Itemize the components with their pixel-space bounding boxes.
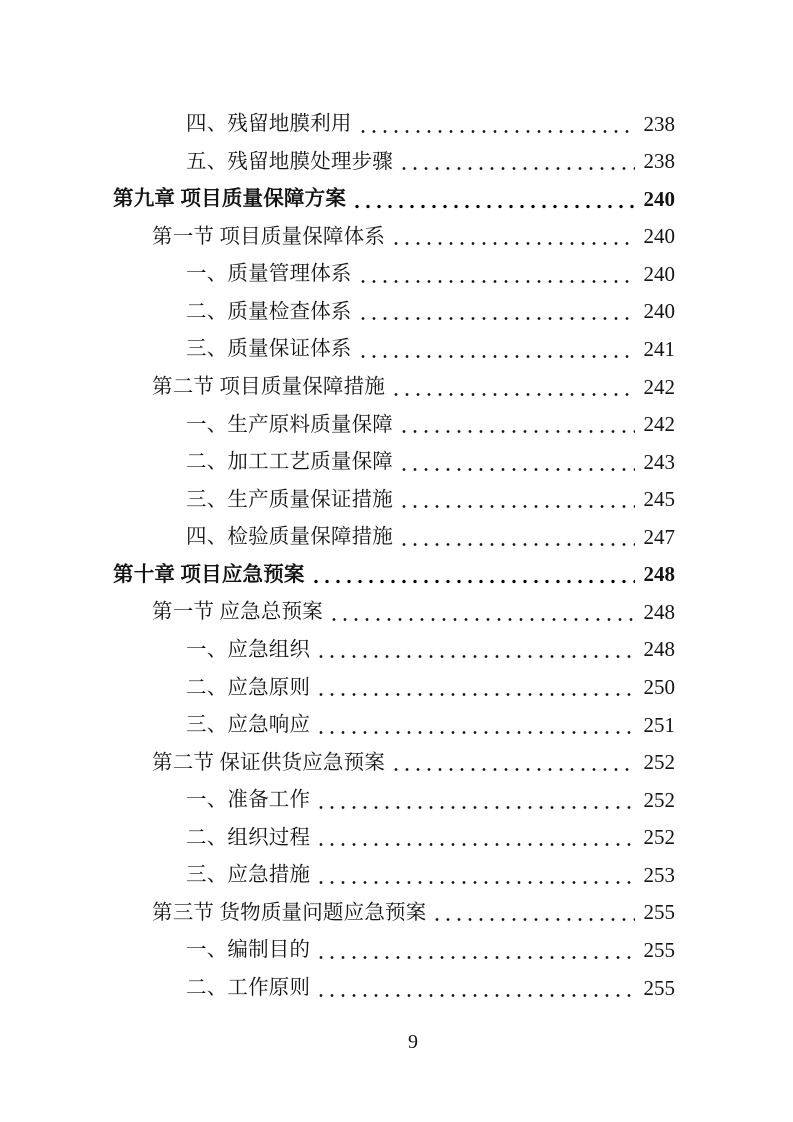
- toc-entry-page-number: 255: [643, 900, 675, 925]
- dotted-leader: [319, 842, 634, 847]
- toc-entry-page-number: 238: [643, 111, 675, 136]
- toc-entry-label: 第一节 项目质量保障体系: [152, 225, 386, 248]
- toc-entry-page-number: 248: [643, 562, 675, 587]
- toc-entry-label: 一、编制目的: [186, 939, 311, 962]
- toc-entry-page-number: 247: [643, 524, 675, 549]
- toc-entry-page-number: 252: [643, 750, 675, 775]
- dotted-leader: [402, 429, 635, 434]
- toc-entry: [113, 292, 675, 330]
- dotted-leader: [402, 467, 635, 472]
- toc-entry-page-number: 255: [643, 975, 675, 1000]
- dotted-leader: [394, 392, 634, 397]
- dotted-leader: [361, 279, 635, 284]
- toc-entry-label: 三、应急响应: [186, 714, 311, 737]
- toc-entry-page-number: 245: [643, 487, 675, 512]
- page-number-footer: 9: [408, 1031, 418, 1053]
- toc-entry: [113, 179, 675, 217]
- dotted-leader: [319, 880, 634, 885]
- toc-entry-page-number: 251: [643, 712, 675, 737]
- toc-entry-page-number: 248: [643, 599, 675, 624]
- toc-entry: [113, 630, 675, 668]
- dotted-leader: [319, 730, 634, 735]
- toc-entry: [113, 780, 675, 818]
- toc-entry: [113, 517, 675, 555]
- toc-entry: [113, 142, 675, 180]
- toc-entry-page-number: 240: [643, 224, 675, 249]
- toc-entry-label: 一、质量管理体系: [186, 263, 352, 286]
- toc-entry: [113, 367, 675, 405]
- toc-entry: [113, 743, 675, 781]
- toc-entry: [113, 855, 675, 893]
- toc-entry: [113, 930, 675, 968]
- toc-entry-page-number: 255: [643, 937, 675, 962]
- toc-entry: [113, 217, 675, 255]
- toc-entry-page-number: 242: [643, 374, 675, 399]
- toc-entry-page-number: 240: [643, 299, 675, 324]
- dotted-leader: [361, 354, 635, 359]
- toc-entry-label: 第十章 项目应急预案: [113, 563, 305, 586]
- toc-entry-label: 第一节 应急总预案: [152, 601, 323, 624]
- toc-entry-label: 一、应急组织: [186, 638, 311, 661]
- toc-entry-label: 二、加工工艺质量保障: [186, 451, 393, 474]
- toc-entry-label: 二、应急原则: [186, 676, 311, 699]
- toc-entry-page-number: 242: [643, 412, 675, 437]
- toc-entry: [113, 555, 675, 593]
- table-of-contents: [113, 104, 675, 1006]
- toc-entry-page-number: 241: [643, 336, 675, 361]
- toc-entry-label: 一、生产原料质量保障: [186, 413, 393, 436]
- dotted-leader: [361, 129, 635, 134]
- toc-entry: [113, 405, 675, 443]
- toc-entry: [113, 968, 675, 1006]
- toc-entry: [113, 329, 675, 367]
- toc-entry-page-number: 252: [643, 825, 675, 850]
- toc-entry-label: 第二节 项目质量保障措施: [152, 376, 386, 398]
- dotted-leader: [319, 993, 634, 998]
- toc-entry: [113, 592, 675, 630]
- toc-entry-label: 一、准备工作: [186, 789, 311, 812]
- dotted-leader: [394, 767, 634, 772]
- toc-entry: [113, 667, 675, 705]
- toc-entry-page-number: 240: [643, 186, 675, 211]
- toc-entry: [113, 254, 675, 292]
- dotted-leader: [394, 241, 634, 246]
- toc-entry: [113, 480, 675, 518]
- dotted-leader: [361, 316, 635, 321]
- dotted-leader: [402, 166, 635, 171]
- toc-entry-label: 四、残留地膜利用: [186, 113, 352, 136]
- toc-entry-page-number: 240: [643, 261, 675, 286]
- toc-entry: [113, 442, 675, 480]
- toc-entry: [113, 818, 675, 856]
- toc-entry-page-number: 243: [643, 449, 675, 474]
- toc-entry-page-number: 252: [643, 787, 675, 812]
- toc-entry-label: 三、质量保证体系: [186, 338, 352, 361]
- toc-entry-label: 第二节 保证供货应急预案: [152, 751, 386, 774]
- toc-entry-label: 三、应急措施: [186, 864, 311, 887]
- toc-entry: [113, 104, 675, 142]
- dotted-leader: [319, 955, 634, 960]
- dotted-leader: [332, 617, 635, 622]
- toc-entry-page-number: 253: [643, 862, 675, 887]
- toc-entry: [113, 705, 675, 743]
- toc-entry-page-number: 248: [643, 637, 675, 662]
- toc-entry-label: 第九章 项目质量保障方案: [113, 188, 347, 211]
- toc-entry-page-number: 238: [643, 149, 675, 174]
- dotted-leader: [355, 204, 634, 209]
- toc-entry-label: 二、质量检查体系: [186, 300, 352, 323]
- toc-entry-label: 五、残留地膜处理步骤: [186, 150, 393, 173]
- dotted-leader: [402, 542, 635, 547]
- dotted-leader: [314, 579, 635, 584]
- dotted-leader: [319, 692, 634, 697]
- toc-entry: [113, 893, 675, 931]
- toc-entry-label: 二、组织过程: [186, 826, 311, 849]
- dotted-leader: [319, 805, 634, 810]
- dotted-leader: [319, 654, 634, 659]
- toc-entry-label: 三、生产质量保证措施: [186, 488, 393, 511]
- dotted-leader: [402, 504, 635, 509]
- dotted-leader: [435, 917, 634, 922]
- toc-entry-label: 四、检验质量保障措施: [186, 526, 393, 549]
- toc-entry-label: 二、工作原则: [186, 977, 311, 999]
- toc-entry-page-number: 250: [643, 675, 675, 699]
- toc-entry-label: 第三节 货物质量问题应急预案: [152, 901, 427, 924]
